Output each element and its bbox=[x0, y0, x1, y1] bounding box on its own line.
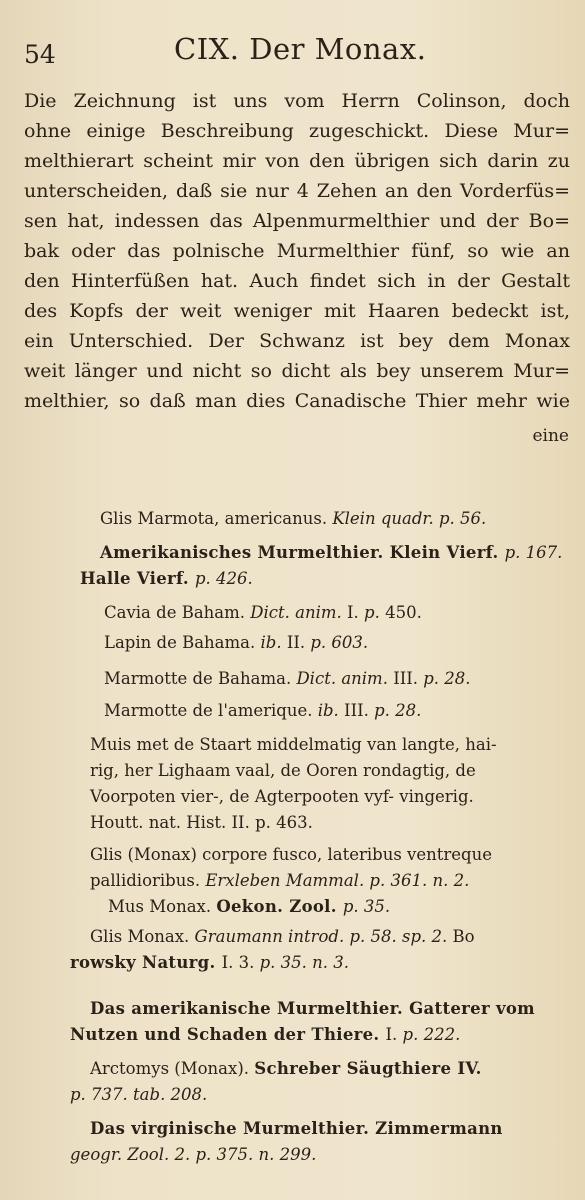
body-paragraph bbox=[24, 86, 570, 416]
reference-line bbox=[80, 566, 253, 592]
body-line: unterscheiden, daß sie nur 4 Zehen an den Vorderfüs= bbox=[24, 180, 570, 202]
reference-text: Halle Vierf. bbox=[80, 569, 195, 588]
reference-line bbox=[70, 1022, 460, 1048]
reference-text: II. bbox=[281, 633, 311, 652]
body-line: ohne einige Beschreibung zugeschickt. Diese Mur= bbox=[24, 120, 570, 142]
reference-line bbox=[90, 924, 475, 950]
reference-text: Glis Monax. bbox=[90, 927, 195, 946]
reference-text: III. bbox=[338, 701, 375, 720]
reference-text: p. 222. bbox=[402, 1025, 461, 1044]
reference-text: Erxleben Mammal. p. 361. n. 2. bbox=[205, 871, 470, 890]
reference-text: geogr. Zool. 2. p. 375. n. 299. bbox=[70, 1145, 317, 1164]
reference-line bbox=[104, 600, 422, 626]
body-line: den Hinterfüßen hat. Auch findet sich in der Gestalt bbox=[24, 270, 570, 292]
reference-text: III. bbox=[387, 669, 424, 688]
reference-line bbox=[104, 630, 368, 656]
body-line: Die Zeichnung ist uns vom Herrn Colinson, doch bbox=[24, 90, 570, 112]
reference-line bbox=[90, 758, 476, 784]
reference-text: Voorpoten vier-, de Agterpooten vyf- vingerig. bbox=[90, 787, 474, 806]
reference-text: Muis met de Staart middelmatig van langte, hai- bbox=[90, 735, 497, 754]
reference-line bbox=[70, 950, 349, 976]
reference-text: Schreber Säugthiere IV. bbox=[254, 1059, 482, 1078]
reference-text: ib. bbox=[317, 701, 339, 720]
reference-text: Das virginische Murmelthier. Zimmermann bbox=[90, 1119, 503, 1138]
reference-line bbox=[70, 1142, 316, 1168]
reference-line bbox=[70, 1082, 207, 1108]
reference-text: Marmotte de l'amerique. bbox=[104, 701, 318, 720]
reference-text: p. 603. bbox=[310, 633, 369, 652]
reference-text: rowsky Naturg. bbox=[70, 953, 222, 972]
reference-line bbox=[100, 506, 486, 532]
reference-line bbox=[90, 784, 474, 810]
reference-text: p. 35. n. 3. bbox=[259, 953, 349, 972]
reference-text: Cavia de Baham. bbox=[104, 603, 251, 622]
reference-line bbox=[90, 732, 497, 758]
reference-text: Houtt. nat. Hist. II. p. 463. bbox=[90, 813, 313, 832]
reference-text: Lapin de Bahama. bbox=[104, 633, 261, 652]
reference-text: p. 167. bbox=[504, 543, 563, 562]
reference-text: rig, her Lighaam vaal, de Ooren rondagtig, de bbox=[90, 761, 476, 780]
reference-line bbox=[90, 842, 492, 868]
body-line: melthier, so daß man dies Canadische Thier mehr wie bbox=[24, 390, 570, 412]
reference-line bbox=[90, 996, 535, 1022]
reference-text: I. bbox=[385, 1025, 403, 1044]
reference-line bbox=[100, 540, 562, 566]
catchword: eine bbox=[532, 426, 569, 446]
reference-text: Nutzen und Schaden der Thiere. bbox=[70, 1025, 386, 1044]
reference-text: Das amerikanische Murmelthier. Gatterer vom bbox=[90, 999, 535, 1018]
body-line: sen hat, indessen das Alpenmurmelthier und der Bo= bbox=[24, 210, 570, 232]
reference-text: p. 35. bbox=[342, 897, 391, 916]
body-line: weit länger und nicht so dicht als bey unserem Mur= bbox=[24, 360, 570, 382]
reference-text: Dict. anim. bbox=[250, 603, 342, 622]
reference-text: I. 3. bbox=[221, 953, 260, 972]
page-header bbox=[0, 18, 585, 68]
page-number: 54 bbox=[24, 40, 56, 69]
reference-text: Mus Monax. bbox=[108, 897, 217, 916]
reference-text: I. bbox=[341, 603, 365, 622]
reference-line bbox=[104, 698, 421, 724]
reference-text: Klein quadr. p. 56. bbox=[332, 509, 487, 528]
reference-text: p. 737. tab. 208. bbox=[70, 1085, 208, 1104]
reference-text: Oekon. Zool. bbox=[216, 897, 343, 916]
reference-text: Amerikanisches Murmelthier. Klein Vierf. bbox=[100, 543, 505, 562]
body-line: ein Unterschied. Der Schwanz ist bey dem Monax bbox=[24, 330, 570, 352]
reference-line bbox=[90, 868, 469, 894]
reference-line bbox=[90, 1116, 503, 1142]
reference-text: p. 426. bbox=[194, 569, 253, 588]
reference-text: p. 28. bbox=[374, 701, 422, 720]
reference-text: 450. bbox=[379, 603, 422, 622]
reference-text: Graumann introd. p. 58. sp. 2. bbox=[194, 927, 448, 946]
reference-text: Dict. anim. bbox=[296, 669, 388, 688]
reference-text: Glis Marmota, americanus. bbox=[100, 509, 333, 528]
reference-text: pallidioribus. bbox=[90, 871, 206, 890]
reference-text: Bo bbox=[447, 927, 475, 946]
reference-text: ib. bbox=[260, 633, 282, 652]
reference-text: Marmotte de Bahama. bbox=[104, 669, 297, 688]
reference-line bbox=[104, 666, 471, 692]
body-line: bak oder das polnische Murmelthier fünf, so wie an bbox=[24, 240, 570, 262]
reference-text: Glis (Monax) corpore fusco, lateribus ventreque bbox=[90, 845, 493, 864]
reference-line bbox=[90, 1056, 482, 1082]
reference-line bbox=[108, 894, 390, 920]
reference-text: Arctomys (Monax). bbox=[90, 1059, 255, 1078]
reference-text: p. 28. bbox=[423, 669, 471, 688]
body-line: melthierart scheint mir von den übrigen sich darin zu bbox=[24, 150, 570, 172]
reference-line bbox=[90, 810, 313, 836]
chapter-title: CIX. Der Monax. bbox=[174, 32, 427, 66]
body-line: des Kopfs der weit weniger mit Haaren bedeckt ist, bbox=[24, 300, 570, 322]
reference-text: p. bbox=[364, 603, 380, 622]
